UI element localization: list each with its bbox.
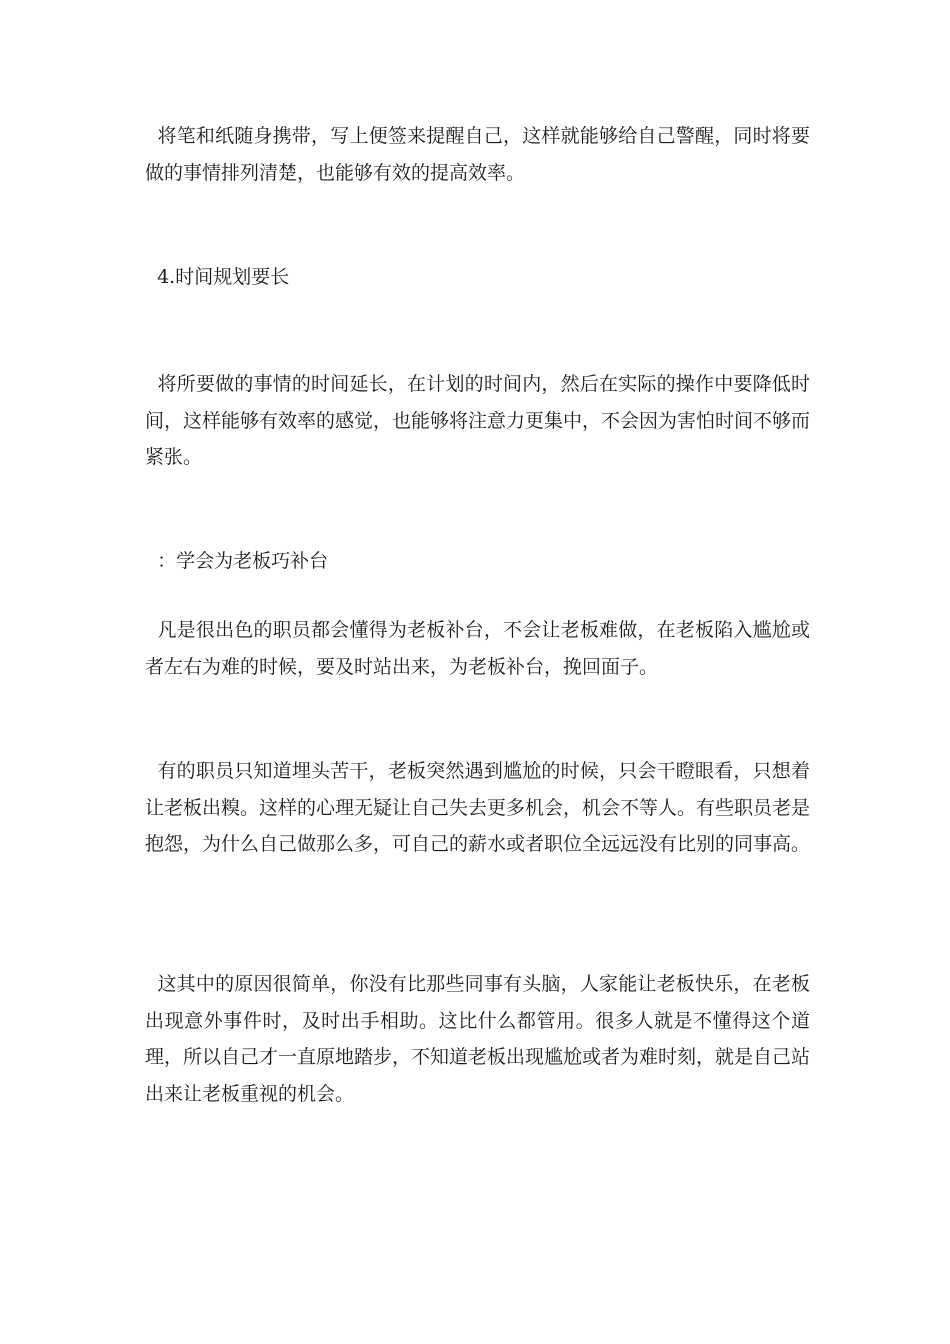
paragraph-reason: 这其中的原因很简单，你没有比那些同事有头脑，人家能让老板快乐，在老板出现意外事件时，及时出手相助。这比什么都管用。很多人就是不懂得这个道理，所以自己才一直原地踏步，不知道老板出现尴尬或者为难时刻，就是自己站出来让老板重视的机会。 (145, 973, 811, 1105)
paragraph-extend-time: 将所要做的事情的时间延长，在计划的时间内，然后在实际的操作中要降低时间，这样能够有效率的感觉，也能够将注意力更集中，不会因为害怕时间不够而紧张。 (145, 373, 811, 468)
paragraph-excellent-staff: 凡是很出色的职员都会懂得为老板补台，不会让老板难做，在老板陷入尴尬或者左右为难的时候，要及时站出来，为老板补台，挽回面子。 (145, 619, 810, 678)
paragraph-notes-reminder: 将笔和纸随身携带，写上便签来提醒自己，这样就能够给自己警醒，同时将要做的事情排列清楚，也能够有效的提高效率。 (145, 125, 810, 184)
section-heading-support-boss: ：学会为老板巧补台 (145, 550, 329, 572)
paragraph-hard-working-staff: 有的职员只知道埋头苦干，老板突然遇到尴尬的时候，只会干瞪眼看，只想着让老板出糗。这样的心理无疑让自己失去更多机会，机会不等人。有些职员老是抱怨，为什么自己做那么多，可自己的薪水或者职位全远远没有比别的同事高。 (145, 760, 811, 855)
section-heading-time-planning: 4.时间规划要长 (145, 266, 290, 288)
